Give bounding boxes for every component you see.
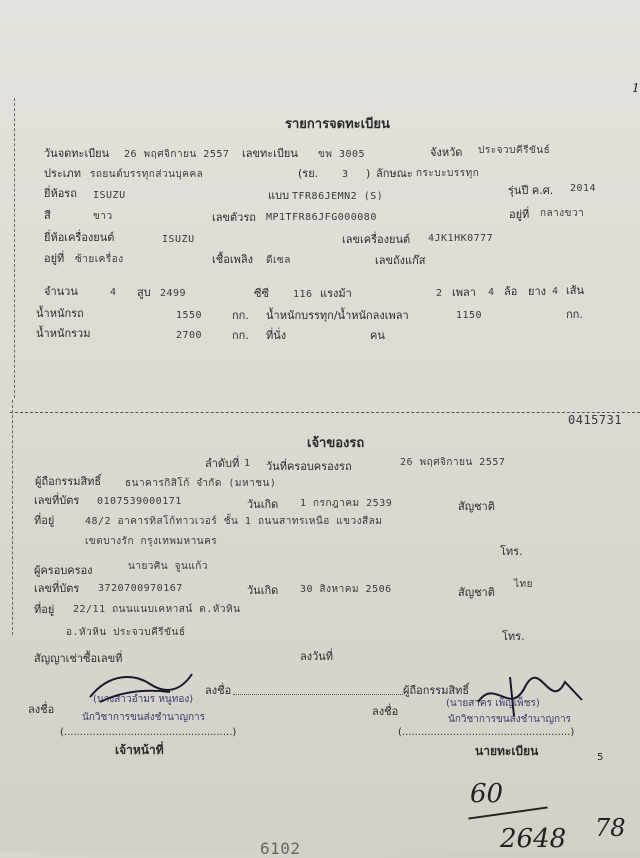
reg-date-value: 26 พฤศจิกายน 2557	[124, 149, 230, 160]
owner-title: เจ้าของรถ	[307, 436, 365, 451]
fuel-label: เชื้อเพลิง	[212, 253, 253, 266]
load-label: น้ำหนักบรรทุก/น้ำหนักลงเพลา	[266, 309, 409, 322]
kg-unit-3: กก.	[232, 329, 249, 342]
color-label: สี	[44, 209, 51, 222]
engine-brand-label: ยี่ห้อเครื่องยนต์	[44, 231, 115, 244]
qty-label: จำนวน	[44, 285, 78, 298]
ry-close: )	[366, 167, 371, 180]
cc-label: ซีซี	[254, 287, 269, 300]
kg-unit-1: กก.	[232, 309, 249, 322]
officer-signature	[80, 662, 200, 712]
card2-label: เลขที่บัตร	[34, 582, 80, 595]
type-label: ประเภท	[44, 167, 82, 180]
address-label: ที่อยู่	[34, 514, 55, 527]
gross-label: น้ำหนักรวม	[36, 327, 91, 340]
own-date-label: วันที่ครอบครองรถ	[266, 460, 352, 473]
page-number: 5	[597, 752, 604, 763]
left-border-lower	[12, 400, 13, 635]
card-value: 0107539000171	[97, 496, 182, 507]
stamp-right-name: (นายสาคร เพ็ญเพ็ชร)	[446, 698, 540, 709]
birth-value: 1 กรกฎาคม 2539	[300, 498, 393, 509]
province-label: จังหวัด	[430, 146, 463, 159]
province-value: ประจวบคีรีขันธ์	[478, 145, 551, 156]
stamp-left-position: นักวิชาการขนส่งชำนาญการ	[82, 712, 206, 723]
address-line-1: 48/2 อาคารทิสโก้ทาวเวอร์ ชั้น 1 ถนนสาทรเหนือ แขวงสีลม	[85, 516, 383, 527]
color-value: ขาว	[93, 211, 113, 222]
model-value: TFR86JEMN2 (S)	[292, 191, 384, 202]
wheel-value: 4	[488, 287, 495, 298]
sign2-label: ลงชื่อ	[28, 703, 55, 716]
handwritten-note-2: 2648	[500, 824, 567, 854]
cut-number: 0415731	[568, 413, 623, 427]
brand-value: ISUZU	[93, 190, 126, 201]
perforation-line	[10, 412, 640, 413]
sign1-label: ลงชื่อ	[205, 684, 232, 697]
seq-label: ลำดับที่	[205, 457, 240, 470]
cylinder-label: สูบ	[137, 286, 151, 299]
reg-date-label: วันจดทะเบียน	[44, 147, 110, 160]
location-value: กลางขวา	[540, 208, 585, 219]
axle-label: เพลา	[452, 286, 476, 299]
bottom-partial-number: 6102	[260, 839, 301, 858]
paren-left: (.....................................................)	[60, 727, 237, 738]
tire-unit: เส้น	[566, 284, 584, 297]
stamp-right-position: นักวิชาการขนส่งชำนาญการ	[448, 714, 572, 725]
brand-label: ยี่ห้อรถ	[44, 187, 77, 200]
corner-mark: 1	[632, 81, 640, 95]
tire-label: ยาง	[528, 285, 546, 298]
nation2-value: ไทย	[514, 579, 533, 590]
kg-unit-2: กก.	[566, 308, 583, 321]
address2-line-2: อ.หัวหิน ประจวบคีรีขันธ์	[66, 627, 186, 638]
possessor-value: นายวศิน จูนแก้ว	[128, 561, 208, 572]
handwritten-note-3: 78	[595, 814, 626, 842]
weight-value: 1550	[176, 310, 203, 321]
seat-label: ที่นั่ง	[266, 329, 287, 342]
chassis-value: MP1TFR86JFG000080	[266, 212, 377, 223]
year-value: 2014	[570, 183, 597, 194]
card2-value: 3720700970167	[98, 583, 183, 594]
left-border	[14, 98, 15, 398]
ry-value: 3	[342, 169, 349, 180]
birth-label: วันเกิด	[247, 498, 279, 511]
plate-label: เลขทะเบียน	[242, 147, 298, 160]
char-value: กระบะบรรทุก	[416, 168, 480, 179]
contract-label: สัญญาเช่าซื้อเลขที่	[34, 652, 123, 665]
sign3-label: ลงชื่อ	[372, 705, 399, 718]
possessor-label: ผู้ครอบครอง	[34, 564, 93, 577]
gross-value: 2700	[176, 330, 203, 341]
fuel-value: ดีเซล	[266, 255, 291, 266]
chassis-label: เลขตัวรถ	[212, 211, 256, 224]
axle-value: 2	[436, 288, 443, 299]
holder-value: ธนาคารกิสิโก้ จำกัด (มหาชน)	[125, 478, 277, 489]
engine-brand-value: ISUZU	[162, 234, 195, 245]
card-label: เลขที่บัตร	[34, 494, 80, 507]
cylinder-value: 2499	[160, 288, 187, 299]
own-date-value: 26 พฤศจิกายน 2557	[400, 457, 506, 468]
registration-title: รายการจดทะเบียน	[285, 117, 390, 132]
address-line-2: เขตบางรัก กรุงเทพมหานคร	[85, 536, 218, 547]
tel-label: โทร.	[500, 545, 523, 558]
birth2-label: วันเกิด	[247, 584, 279, 597]
qty-value: 4	[110, 287, 117, 298]
ry-label: (รย.	[298, 167, 319, 180]
char-label: ลักษณะ	[376, 167, 413, 180]
tire-value: 4	[552, 286, 559, 297]
location-label: อยู่ที่	[509, 208, 530, 221]
engine-loc-value: ซ้ายเครื่อง	[75, 254, 124, 265]
sign1-dots	[233, 694, 403, 695]
registrar-label: นายทะเบียน	[475, 744, 539, 758]
year-label: รุ่นปี ค.ศ.	[508, 184, 554, 197]
registrar-signature	[470, 672, 590, 722]
weight-label: น้ำหนักรถ	[36, 307, 84, 320]
plate-value: ขพ 3005	[318, 149, 366, 160]
handwritten-note-1: 60	[470, 779, 504, 809]
cc-value: 116	[293, 289, 313, 300]
wheel-label: ล้อ	[504, 285, 518, 298]
engine-no-value: 4JK1HK0777	[428, 233, 494, 244]
gas-tank-label: เลขถังแก๊ส	[375, 254, 426, 267]
seq-value: 1	[244, 458, 251, 469]
nation2-label: สัญชาติ	[458, 586, 495, 599]
holder-sign-label: ผู้ถือกรรมสิทธิ์	[403, 684, 470, 697]
sign-date-label: ลงวันที่	[300, 650, 334, 663]
officer-label: เจ้าหน้าที่	[115, 743, 164, 757]
seat-unit: คน	[370, 329, 385, 342]
paren-right: (.....................................................)	[398, 727, 575, 738]
address2-line-1: 22/11 ถนนแนบเคหาสน์ ต.หัวหิน	[73, 604, 241, 615]
engine-loc-label: อยู่ที่	[44, 252, 65, 265]
engine-no-label: เลขเครื่องยนต์	[342, 233, 411, 246]
stamp-left-name: (นางสาวอำมร หนูทอง)	[93, 694, 194, 705]
birth2-value: 30 สิงหาคม 2506	[300, 584, 392, 595]
nation-label: สัญชาติ	[458, 500, 495, 513]
model-label: แบบ	[268, 189, 290, 202]
load-value: 1150	[456, 310, 483, 321]
tel2-label: โทร.	[502, 630, 525, 643]
holder-label: ผู้ถือกรรมสิทธิ์	[35, 475, 102, 488]
type-value: รถยนต์บรรทุกส่วนบุคคล	[90, 169, 204, 180]
address2-label: ที่อยู่	[34, 603, 55, 616]
hp-label: แรงม้า	[320, 287, 352, 300]
